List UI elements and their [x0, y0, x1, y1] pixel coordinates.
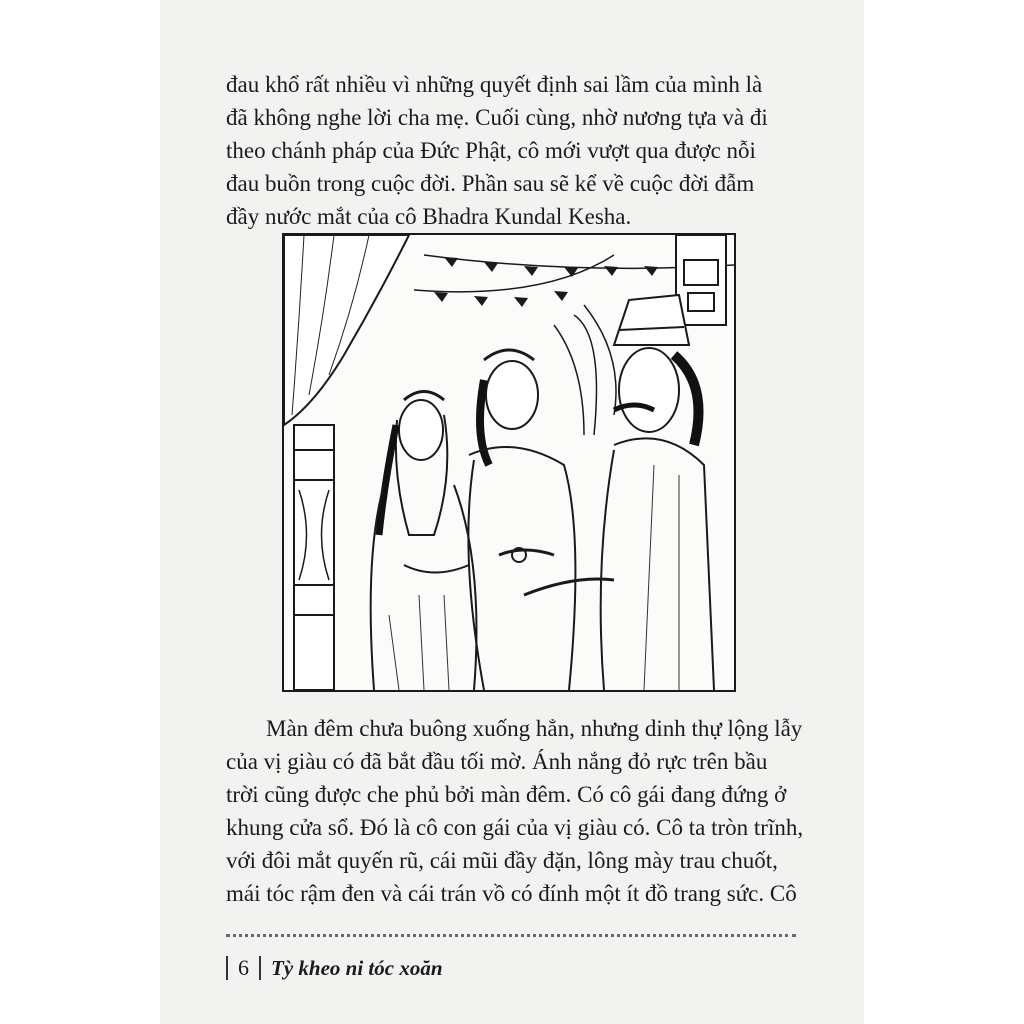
text-line: với đôi mắt quyến rũ, cái mũi đầy đặn, lông mày trau chuốt, — [226, 848, 778, 873]
text-line: đau buồn trong cuộc đời. Phần sau sẽ kể về cuộc đời đẫm — [226, 171, 755, 196]
text-line: theo chánh pháp của Đức Phật, cô mới vượt qua được nỗi — [226, 138, 756, 163]
page-footer — [226, 954, 443, 982]
page-number: 6 — [238, 955, 249, 980]
text-line: Màn đêm chưa buông xuống hẳn, nhưng dinh thự lộng lẫy — [266, 716, 803, 741]
text-line: của vị giàu có đã bắt đầu tối mờ. Ánh nắng đỏ rực trên bầu — [226, 749, 768, 774]
text-line: khung cửa sổ. Đó là cô con gái của vị giàu có. Cô ta tròn trĩnh, — [226, 815, 804, 840]
footer-bar-right — [259, 956, 261, 980]
paragraph-bottom — [226, 712, 804, 910]
running-title: Tỳ kheo ni tóc xoăn — [271, 955, 443, 980]
text-line: đau khổ rất nhiều vì những quyết định sai lầm của mình là — [226, 72, 763, 97]
paragraph-top — [226, 68, 792, 233]
text-line: đã không nghe lời cha mẹ. Cuối cùng, nhờ nương tựa và đi — [226, 105, 768, 130]
footer-divider — [226, 934, 796, 937]
illustration-drawing — [284, 235, 734, 690]
text-line: mái tóc rậm đen và cái trán vồ có đính một ít đồ trang sức. Cô — [226, 881, 797, 906]
text-line: trời cũng được che phủ bởi màn đêm. Có cô gái đang đứng ở — [226, 782, 787, 807]
footer-bar-left — [226, 956, 228, 980]
text-line: đầy nước mắt của cô Bhadra Kundal Kesha. — [226, 204, 632, 229]
illustration — [282, 233, 736, 692]
